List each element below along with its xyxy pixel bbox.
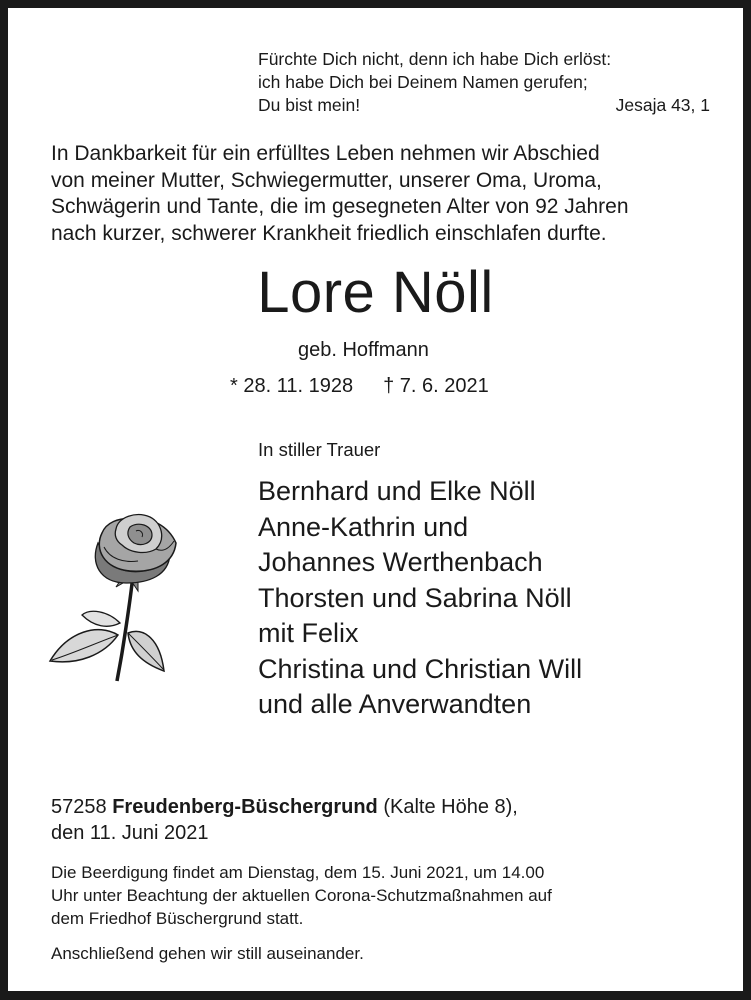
notice-date: den 11. Juni 2021: [51, 822, 209, 844]
funeral-line-2: Uhr unter Beachtung der aktuellen Corona-Schutzmaßnahmen auf: [51, 886, 552, 905]
intro-line-4: nach kurzer, schwerer Krankheit friedlich einschlafen durfte.: [51, 221, 607, 245]
intro-line-1: In Dankbarkeit für ein erfülltes Leben nehmen wir Abschied: [51, 142, 600, 165]
verse-line-2: ich habe Dich bei Deinem Namen gerufen;: [258, 72, 588, 92]
place-and-date: [51, 794, 518, 846]
deceased-name: Lore Nöll: [257, 260, 494, 325]
mourner-line: Christina und Christian Will: [258, 653, 583, 684]
mourner-line: mit Felix: [258, 618, 359, 648]
mourners-list: [258, 474, 582, 723]
address-line: [51, 794, 518, 820]
mourner-line: und alle Anverwandten: [258, 689, 532, 719]
intro-paragraph: [51, 141, 709, 247]
verse-text: Du bist mein!: [258, 95, 361, 115]
death-date: † 7. 6. 2021: [383, 375, 489, 397]
intro-line-2: von meiner Mutter, Schwiegermutter, unserer Oma, Uroma,: [51, 168, 602, 192]
mourning-heading: In stiller Trauer: [258, 439, 381, 460]
life-dates: [230, 372, 489, 400]
rose-icon: [38, 503, 213, 683]
verse-reference: Jesaja 43, 1: [615, 95, 710, 115]
intro-line-3: Schwägerin und Tante, die im gesegneten Alter von 92 Jahren: [51, 195, 629, 218]
closing-line: Anschließend gehen wir still auseinander.: [51, 944, 364, 963]
mourner-line: Bernhard und Elke Nöll: [258, 476, 536, 506]
street-address: (Kalte Höhe 8),: [383, 796, 518, 818]
funeral-details: [51, 861, 709, 930]
verse-line-3: [258, 94, 710, 117]
postal-code: 57258: [51, 796, 107, 818]
bible-verse: [258, 48, 710, 117]
mourner-line: Anne-Kathrin und: [258, 511, 469, 542]
maiden-name: geb. Hoffmann: [298, 339, 429, 361]
verse-line-1: Fürchte Dich nicht, denn ich habe Dich erlöst:: [258, 49, 612, 69]
mourner-line: Johannes Werthenbach: [258, 547, 543, 577]
mourner-line: Thorsten und Sabrina Nöll: [258, 582, 572, 613]
funeral-line-1: Die Beerdigung findet am Dienstag, dem 15. Juni 2021, um 14.00: [51, 863, 545, 882]
funeral-line-3: dem Friedhof Büschergrund statt.: [51, 909, 304, 928]
birth-date: * 28. 11. 1928: [230, 375, 354, 397]
town-name: Freudenberg-Büschergrund: [112, 796, 378, 818]
